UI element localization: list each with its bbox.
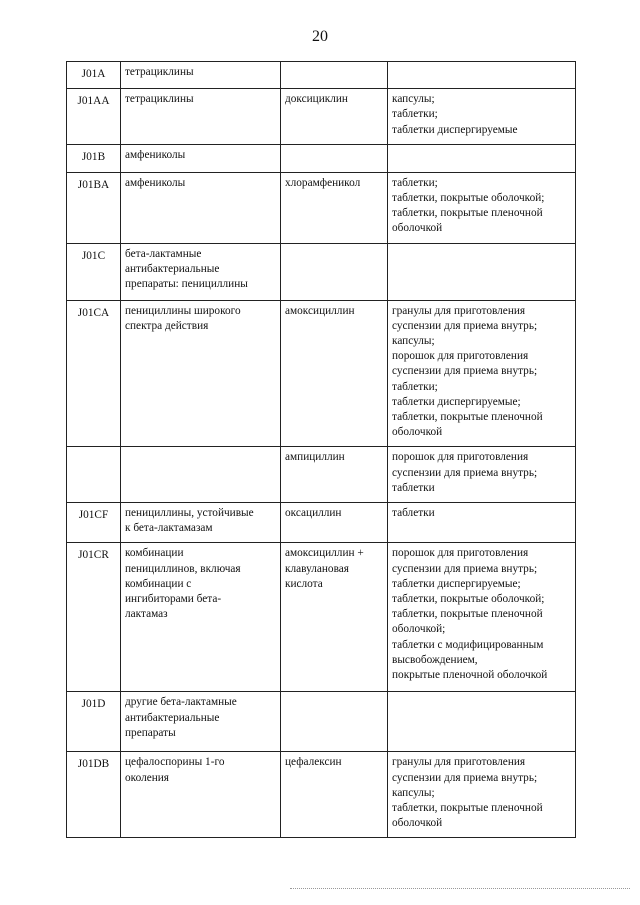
forms-line: таблетки;: [392, 176, 438, 189]
forms-line: гранулы для приготовления: [392, 756, 526, 769]
forms-line: суспензии для приема внутрь;: [392, 365, 538, 378]
forms-line: суспензии для приема внутрь;: [392, 771, 538, 784]
forms-line: таблетки с модифицированным: [392, 638, 544, 651]
drug-name-cell: [281, 144, 388, 172]
group-line: тетрациклины: [125, 66, 194, 78]
forms-line: оболочкой: [392, 426, 443, 439]
atc-code-cell: J01C: [67, 243, 121, 300]
forms-line: таблетки, покрытые оболочкой;: [392, 192, 545, 205]
atc-code-cell: J01CR: [67, 543, 121, 692]
atc-code-cell: J01B: [67, 144, 121, 172]
group-line: околения: [125, 771, 170, 784]
forms-line: суспензии для приема внутрь;: [392, 466, 538, 479]
group-name-cell: [121, 447, 281, 503]
atc-code-cell: J01CA: [67, 300, 121, 447]
group-name-cell: [121, 144, 281, 172]
drug-name-cell: [281, 300, 388, 447]
group-line: амфениколы: [125, 176, 186, 189]
table-row: [67, 144, 576, 172]
drug-line: ампициллин: [285, 451, 345, 464]
group-line: антибактериальные: [125, 711, 220, 724]
scan-edge-mark: [290, 888, 630, 889]
group-name-cell: [121, 752, 281, 838]
drug-name-cell: [281, 692, 388, 752]
dosage-forms-cell: [388, 447, 576, 503]
forms-line: таблетки;: [392, 380, 438, 393]
forms-line: капсулы;: [392, 93, 435, 106]
dosage-forms-cell: [388, 62, 576, 89]
group-name-cell: [121, 503, 281, 543]
table-row: [67, 447, 576, 503]
group-line: цефалоспорины 1-го: [125, 756, 225, 769]
drug-line: клавулановая: [285, 562, 349, 575]
forms-line: таблетки, покрытые пленочной: [392, 802, 543, 815]
table-row: [67, 692, 576, 752]
drug-line: кислота: [285, 577, 323, 590]
dosage-forms-cell: [388, 692, 576, 752]
table-row: [67, 243, 576, 300]
table-row: [67, 62, 576, 89]
drug-line: амоксициллин +: [285, 547, 364, 560]
group-line: бета-лактамные: [125, 247, 202, 260]
group-line: препараты: [125, 726, 176, 739]
group-line: антибактериальные: [125, 262, 220, 275]
page-number: 20: [312, 28, 328, 45]
group-line: пенициллинов, включая: [125, 562, 241, 575]
dosage-forms-cell: [388, 89, 576, 145]
forms-line: порошок для приготовления: [392, 547, 529, 560]
forms-line: таблетки, покрытые оболочкой;: [392, 593, 545, 606]
atc-code-cell: J01AA: [67, 89, 121, 145]
forms-line: таблетки, покрытые пленочной: [392, 608, 543, 621]
group-line: комбинации: [125, 547, 184, 560]
group-name-cell: [121, 243, 281, 300]
group-line: к бета-лактамазам: [125, 522, 213, 535]
forms-line: таблетки, покрытые пленочной: [392, 411, 543, 424]
forms-line: таблетки диспергируемые;: [392, 577, 521, 590]
drug-name-cell: [281, 172, 388, 243]
forms-line: гранулы для приготовления: [392, 304, 526, 317]
forms-line: высвобождением,: [392, 653, 478, 666]
group-line: другие бета-лактамные: [125, 696, 237, 709]
group-name-cell: [121, 89, 281, 145]
forms-line: порошок для приготовления: [392, 350, 529, 363]
dosage-forms-cell: [388, 300, 576, 447]
forms-line: оболочкой;: [392, 623, 446, 636]
atc-code-cell: J01A: [67, 62, 121, 89]
forms-line: капсулы;: [392, 335, 435, 348]
forms-line: покрытые пленочной оболочкой: [392, 669, 548, 682]
forms-line: оболочкой: [392, 817, 443, 830]
drug-table: [66, 61, 576, 838]
drug-name-cell: [281, 89, 388, 145]
group-name-cell: [121, 172, 281, 243]
drug-line: амоксициллин: [285, 304, 355, 317]
drug-line: цефалексин: [285, 756, 342, 769]
drug-name-cell: [281, 752, 388, 838]
forms-line: таблетки;: [392, 108, 438, 121]
group-line: комбинации с: [125, 577, 192, 590]
drug-name-cell: [281, 447, 388, 503]
forms-line: капсулы;: [392, 786, 435, 799]
dosage-forms-cell: [388, 243, 576, 300]
drug-name-cell: [281, 543, 388, 692]
forms-line: суспензии для приема внутрь;: [392, 562, 538, 575]
atc-code-cell: J01DB: [67, 752, 121, 838]
group-name-cell: [121, 692, 281, 752]
dosage-forms-cell: [388, 752, 576, 838]
drug-line: оксациллин: [285, 507, 342, 520]
table-row: [67, 89, 576, 145]
drug-name-cell: [281, 243, 388, 300]
drug-line: доксициклин: [285, 93, 348, 106]
forms-line: суспензии для приема внутрь;: [392, 319, 538, 332]
dosage-forms-cell: [388, 543, 576, 692]
dosage-forms-cell: [388, 503, 576, 543]
table-row: [67, 300, 576, 447]
group-name-cell: [121, 300, 281, 447]
forms-line: оболочкой: [392, 222, 443, 235]
table-row: [67, 543, 576, 692]
group-line: тетрациклины: [125, 93, 194, 106]
atc-code-cell: J01BA: [67, 172, 121, 243]
forms-line: порошок для приготовления: [392, 451, 529, 464]
group-line: препараты: пенициллины: [125, 278, 248, 291]
group-name-cell: [121, 62, 281, 89]
table-row: [67, 172, 576, 243]
forms-line: таблетки: [392, 481, 435, 494]
forms-line: таблетки диспергируемые: [392, 123, 518, 136]
forms-line: таблетки, покрытые пленочной: [392, 207, 543, 220]
forms-line: таблетки диспергируемые;: [392, 395, 521, 408]
drug-line: хлорамфеникол: [285, 176, 361, 189]
dosage-forms-cell: [388, 144, 576, 172]
table-row: [67, 752, 576, 838]
drug-table-body: [67, 62, 576, 838]
atc-code-cell: J01CF: [67, 503, 121, 543]
atc-code-cell: J01D: [67, 692, 121, 752]
atc-code-cell: [67, 447, 121, 503]
drug-name-cell: [281, 62, 388, 89]
table-row: [67, 503, 576, 543]
drug-name-cell: [281, 503, 388, 543]
group-line: пенициллины, устойчивые: [125, 507, 254, 520]
group-name-cell: [121, 543, 281, 692]
group-line: пенициллины широкого: [125, 304, 241, 317]
group-line: ингибиторами бета-: [125, 593, 222, 606]
forms-line: таблетки: [392, 507, 435, 520]
group-line: спектра действия: [125, 319, 209, 332]
group-line: лактамаз: [125, 608, 168, 621]
dosage-forms-cell: [388, 172, 576, 243]
group-line: амфениколы: [125, 148, 186, 161]
